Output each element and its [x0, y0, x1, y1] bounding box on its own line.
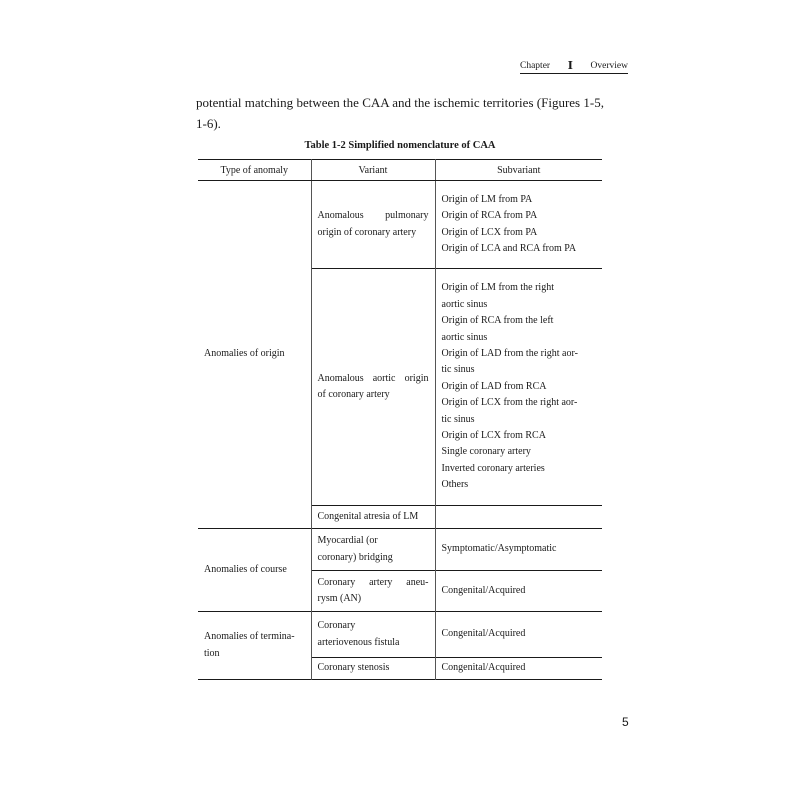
table-row — [198, 612, 602, 658]
header-chapter: Chapter — [520, 60, 551, 71]
page-number: 5 — [622, 715, 629, 729]
subvariant-line: aortic sinus — [441, 298, 488, 310]
subvariant-line: Congenital/Acquired — [441, 584, 526, 596]
column-header-variant: Variant — [311, 160, 435, 181]
variant-cell — [311, 529, 435, 571]
variant-cell — [311, 506, 435, 529]
variant-line: arteriovenous fistula — [317, 636, 400, 648]
variant-cell — [311, 612, 435, 658]
anomaly-type-line: tion — [204, 647, 220, 659]
subvariant-line: Origin of LAD from the right aor- — [441, 347, 578, 359]
subvariant-line: Origin of LCA and RCA from PA — [441, 242, 577, 254]
variant-line: of coronary artery — [317, 389, 390, 400]
table-caption: Table 1-2 Simplified nomenclature of CAA — [304, 140, 496, 151]
subvariant-cell — [435, 181, 602, 269]
subvariant-line: Single coronary artery — [441, 446, 531, 458]
column-header-subvariant: Subvariant — [435, 160, 602, 181]
nomenclature-table — [198, 159, 602, 680]
variant-line: rysm (AN) — [317, 593, 362, 604]
variant-line: coronary) bridging — [317, 551, 393, 563]
subvariant-line: Origin of LCX from PA — [441, 226, 538, 238]
subvariant-line: Origin of RCA from the left — [441, 315, 554, 327]
anomaly-type-cell — [198, 529, 311, 612]
variant-line: Anomalous pulmonary — [317, 210, 429, 222]
variant-line: Anomalous aortic origin — [317, 372, 429, 384]
variant-line: Myocardial (or — [317, 535, 378, 547]
subvariant-line: Origin of RCA from PA — [441, 210, 538, 222]
variant-cell — [311, 571, 435, 612]
subvariant-line: Symptomatic/Asymptomatic — [441, 543, 557, 555]
subvariant-cell-empty — [435, 506, 602, 529]
subvariant-line: Origin of LCX from the right aor- — [441, 397, 578, 409]
variant-line: Coronary — [317, 620, 356, 632]
anomaly-type-line: Anomalies of termina- — [204, 631, 295, 643]
subvariant-line: Inverted coronary arteries — [441, 462, 545, 474]
subvariant-line: tic sinus — [441, 413, 475, 425]
anomaly-type-label: Anomalies of course — [204, 563, 287, 575]
column-header-type: Type of anomaly — [198, 160, 311, 181]
subvariant-line: Origin of LCX from RCA — [441, 430, 546, 442]
subvariant-line: Others — [441, 479, 469, 491]
table-row — [198, 529, 602, 571]
variant-line: Coronary artery aneu- — [317, 576, 429, 588]
running-header — [520, 59, 628, 72]
header-section: Overview — [590, 60, 628, 71]
subvariant-line: Congenital/Acquired — [441, 662, 526, 674]
subvariant-line: tic sinus — [441, 364, 475, 376]
table-row — [198, 181, 602, 269]
table-header-row — [198, 160, 602, 181]
header-rule — [520, 73, 628, 74]
anomaly-type-cell — [198, 181, 311, 529]
variant-line: Congenital atresia of LM — [317, 510, 419, 522]
subvariant-line: Congenital/Acquired — [441, 628, 526, 640]
subvariant-line: Origin of LAD from RCA — [441, 380, 547, 392]
subvariant-cell — [435, 269, 602, 506]
anomaly-type-cell — [198, 612, 311, 680]
variant-cell — [311, 181, 435, 269]
subvariant-cell — [435, 612, 602, 658]
header-chapter-numeral: Ⅰ — [567, 60, 573, 72]
variant-cell — [311, 658, 435, 680]
variant-line: origin of coronary artery — [317, 226, 417, 238]
subvariant-cell — [435, 571, 602, 612]
body-paragraph: potential matching between the CAA and the ischemic territories (Figures 1-5, 1-6). — [196, 95, 604, 131]
subvariant-line: aortic sinus — [441, 331, 488, 343]
anomaly-type-label: Anomalies of origin — [204, 348, 285, 360]
subvariant-line: Origin of LM from the right — [441, 282, 554, 294]
variant-cell — [311, 269, 435, 506]
subvariant-cell — [435, 658, 602, 680]
subvariant-line: Origin of LM from PA — [441, 193, 533, 205]
variant-line: Coronary stenosis — [317, 662, 390, 674]
subvariant-cell — [435, 529, 602, 571]
